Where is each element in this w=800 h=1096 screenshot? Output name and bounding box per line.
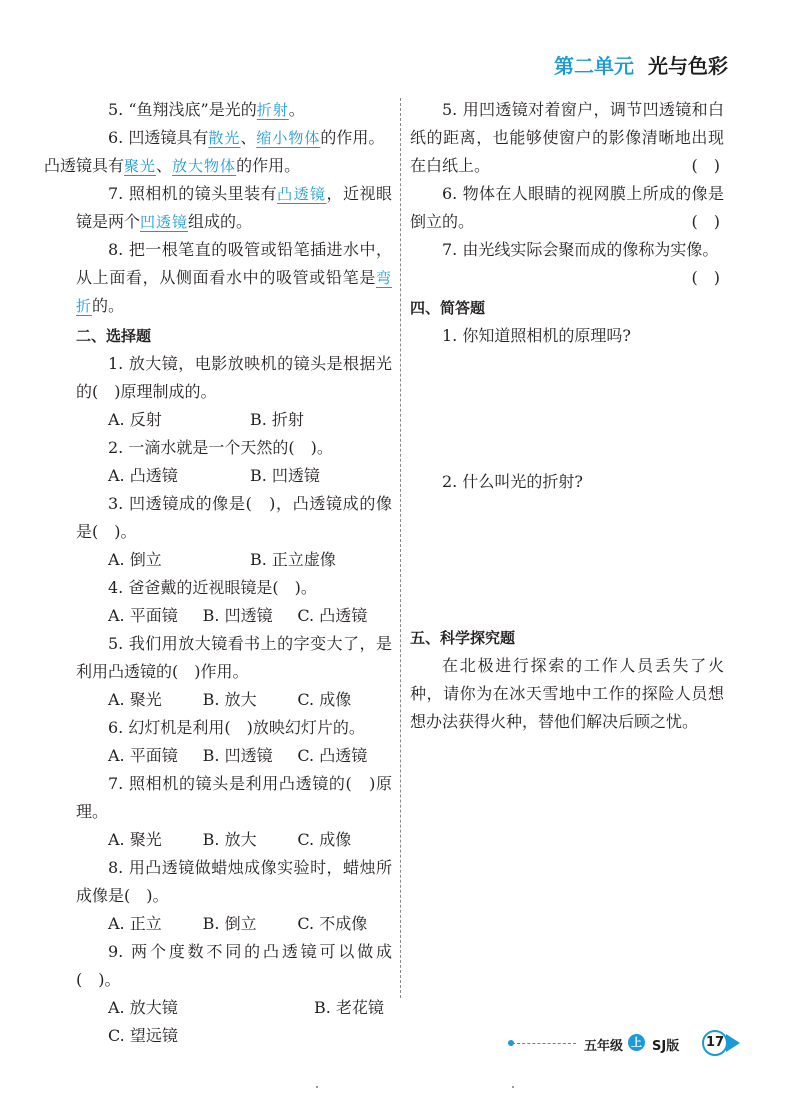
- mc-options-9-extra: [76, 1022, 392, 1050]
- mc-question-2: 2. 一滴水就是一个天然的( )。: [108, 438, 333, 457]
- answer-text: 凹透镜: [140, 213, 189, 231]
- option: B. 放大: [202, 690, 257, 709]
- fill-item-5: 5. “鱼翔浅底”是光的折射。: [108, 100, 305, 119]
- left-column: [44, 96, 392, 1050]
- option: B. 折射: [250, 410, 304, 429]
- short-answer-1: 1. 你知道照相机的原理吗?: [442, 326, 631, 345]
- section-inquiry-title: 五、科学探究题: [410, 629, 516, 647]
- option: C. 成像: [297, 830, 352, 849]
- mc-options-9: [76, 994, 392, 1022]
- option: A. 聚光: [108, 830, 162, 849]
- section-short-answer-title: 四、简答题: [410, 299, 486, 317]
- option: A. 倒立: [108, 550, 162, 569]
- option: A. 凸透镜: [108, 466, 178, 485]
- mc-question-9: 9. 两个度数不同的凸透镜可以做成( )。: [76, 942, 392, 989]
- answer-paren: ( ): [691, 212, 720, 231]
- answer-text: 聚光: [124, 157, 157, 175]
- page-number: 17: [702, 1030, 728, 1056]
- answer-space: [410, 350, 724, 468]
- right-column: [410, 96, 724, 736]
- mc-question-3: 3. 凹透镜成的像是( )，凸透镜成的像是( )。: [76, 494, 392, 541]
- section-choice-title: 二、选择题: [76, 327, 152, 345]
- fill-item-8: 8. 把一根笔直的吸管或铅笔插进水中，从上面看，从侧面看水中的吸管或铅笔是弯折的。: [76, 240, 392, 315]
- mark: [316, 1086, 318, 1088]
- answer-text: 放大物体: [172, 157, 237, 175]
- mc-question-5: 5. 我们用放大镜看书上的字变大了，是利用凸透镜的( )作用。: [76, 634, 392, 681]
- dashed-line: [512, 1043, 576, 1044]
- unit-title: 第二单元: [554, 54, 634, 78]
- option: B. 凹透镜: [250, 466, 320, 485]
- mc-question-4: 4. 爸爸戴的近视眼镜是( )。: [108, 578, 317, 597]
- option: C. 不成像: [297, 914, 368, 933]
- answer-paren: ( ): [691, 268, 720, 287]
- mc-question-8: 8. 用凸透镜做蜡烛成像实验时，蜡烛所成像是( )。: [76, 858, 392, 905]
- grade-label: 五年级: [584, 1039, 624, 1054]
- mc-question-7: 7. 照相机的镜头是利用凸透镜的( )原理。: [76, 774, 392, 821]
- option: B. 老花镜: [314, 998, 384, 1017]
- mc-options-8: [76, 910, 392, 938]
- option: B. 放大: [202, 830, 257, 849]
- answer-text: 缩小物体: [256, 129, 321, 147]
- answer-space: [410, 496, 724, 622]
- mc-options-3: [76, 546, 392, 574]
- page-header: [554, 50, 728, 79]
- mc-options-2: [76, 462, 392, 490]
- answer-text: 折射: [256, 101, 289, 119]
- tf-question-6: 6. 物体在人眼睛的视网膜上所成的像是倒立的。: [410, 184, 724, 231]
- mc-options-5: [76, 686, 392, 714]
- mark: [512, 1086, 514, 1088]
- option: B. 凹透镜: [202, 746, 273, 765]
- option: B. 正立虚像: [250, 550, 336, 569]
- option: C. 成像: [297, 690, 352, 709]
- short-answer-2: 2. 什么叫光的折射?: [442, 472, 583, 491]
- arrow-icon: [726, 1034, 740, 1052]
- column-divider: [400, 98, 401, 998]
- edition-label: SJ版: [652, 1039, 680, 1054]
- topic-title: 光与色彩: [648, 54, 728, 78]
- fill-item-7: 7. 照相机的镜头里装有凸透镜，近视眼镜是两个凹透镜组成的。: [76, 184, 392, 231]
- mc-options-1: [76, 406, 392, 434]
- option: A. 平面镜: [108, 606, 178, 625]
- fill-item-6: 6. 凹透镜具有散光、缩小物体的作用。 凸透镜具有聚光、放大物体的作用。: [44, 128, 385, 175]
- option: C. 凸透镜: [297, 606, 368, 625]
- answer-text: 散光: [208, 129, 241, 147]
- option: C. 凸透镜: [297, 746, 368, 765]
- option: B. 凹透镜: [202, 606, 273, 625]
- option: A. 平面镜: [108, 746, 178, 765]
- option: C. 望远镜: [108, 1026, 178, 1045]
- inquiry-text: 在北极进行探索的工作人员丢失了火种，请你为在冰天雪地中工作的探险人员想想办法获得火种，替他们解决后顾之忧。: [410, 656, 724, 731]
- answer-text: 凸透镜: [277, 185, 327, 203]
- option: A. 聚光: [108, 690, 162, 709]
- option: B. 倒立: [202, 914, 257, 933]
- mc-options-4: [76, 602, 392, 630]
- mc-options-7: [76, 826, 392, 854]
- answer-text: 弯折: [76, 269, 392, 315]
- mc-question-6: 6. 幻灯机是利用( )放映幻灯片的。: [108, 718, 365, 737]
- option: A. 反射: [108, 410, 162, 429]
- tf-question-7: 7. 由光线实际会聚而成的像称为实像。: [442, 240, 719, 259]
- tf-question-5: 5. 用凹透镜对着窗户，调节凹透镜和白纸的距离，也能够使窗户的影像清晰地出现在白纸上。: [410, 100, 724, 175]
- mc-options-6: [76, 742, 392, 770]
- option: A. 正立: [108, 914, 162, 933]
- answer-paren: ( ): [691, 156, 720, 175]
- option: A. 放大镜: [108, 998, 178, 1017]
- mc-question-1: 1. 放大镜，电影放映机的镜头是根据光的( )原理制成的。: [76, 354, 392, 401]
- volume-badge: 上: [628, 1034, 645, 1051]
- page-footer: [512, 1030, 742, 1058]
